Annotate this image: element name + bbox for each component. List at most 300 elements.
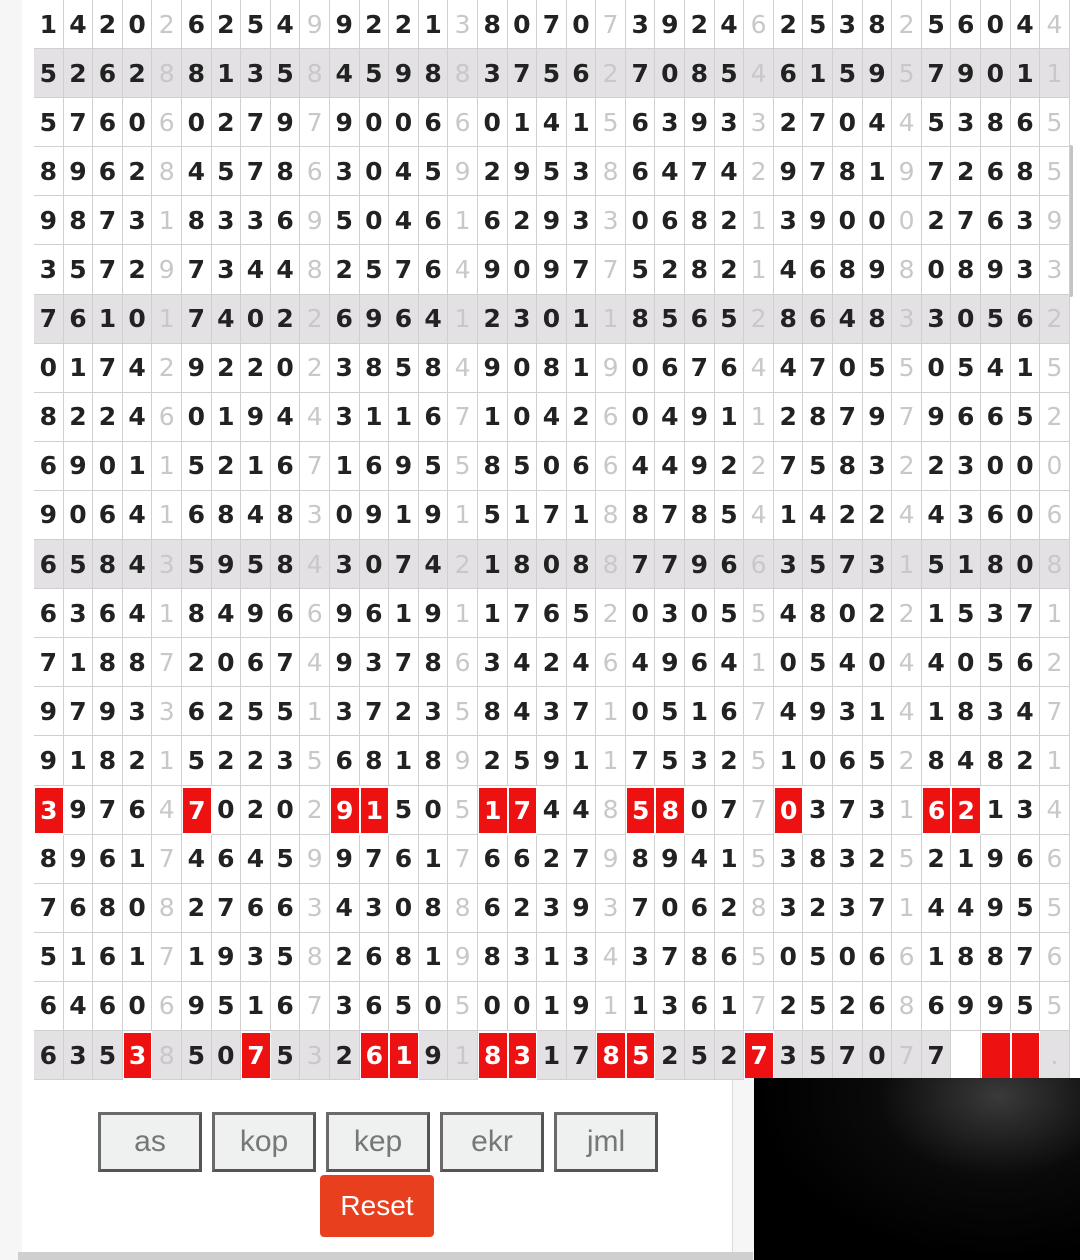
digit-cell[interactable]: 0 — [774, 638, 804, 687]
digit-cell[interactable]: 3 — [271, 736, 301, 785]
digit-cell[interactable]: 1 — [744, 638, 774, 687]
digit-cell[interactable]: 4 — [64, 982, 94, 1031]
digit-cell[interactable]: 8 — [596, 540, 626, 589]
digit-cell[interactable]: 4 — [596, 933, 626, 982]
digit-cell[interactable]: 1 — [715, 393, 745, 442]
digit-cell[interactable]: 2 — [922, 442, 952, 491]
digit-cell[interactable]: 8 — [360, 344, 390, 393]
kop-button[interactable]: kop — [212, 1112, 316, 1172]
digit-cell[interactable]: 8 — [626, 491, 656, 540]
digit-cell[interactable]: 2 — [360, 0, 390, 49]
digit-cell[interactable]: 7 — [922, 1031, 952, 1080]
digit-cell[interactable]: 4 — [655, 147, 685, 196]
digit-cell[interactable]: 3 — [212, 196, 242, 245]
digit-cell[interactable]: 1 — [448, 196, 478, 245]
digit-cell[interactable]: 9 — [863, 245, 893, 294]
digit-cell[interactable]: 0 — [123, 982, 153, 1031]
digit-cell[interactable]: 9 — [655, 0, 685, 49]
digit-cell[interactable]: 7 — [803, 344, 833, 393]
digit-cell[interactable]: 3 — [833, 0, 863, 49]
digit-cell[interactable]: 0 — [626, 589, 656, 638]
digit-cell[interactable]: 8 — [34, 147, 64, 196]
digit-cell[interactable]: 6 — [34, 1031, 64, 1080]
digit-cell[interactable]: 9 — [951, 49, 981, 98]
digit-cell[interactable]: 4 — [330, 49, 360, 98]
digit-cell[interactable]: 4 — [655, 442, 685, 491]
digit-cell[interactable]: 2 — [774, 98, 804, 147]
digit-cell[interactable]: 2 — [508, 196, 538, 245]
digit-cell[interactable]: 2 — [892, 589, 922, 638]
digit-cell[interactable]: 4 — [892, 638, 922, 687]
digit-cell[interactable]: 4 — [715, 638, 745, 687]
highlighted-digit-cell[interactable]: 3 — [35, 788, 63, 833]
digit-cell[interactable]: 7 — [833, 786, 863, 835]
digit-cell[interactable]: 6 — [1040, 835, 1070, 884]
digit-cell[interactable]: 7 — [863, 884, 893, 933]
digit-cell[interactable]: 7 — [93, 245, 123, 294]
digit-cell[interactable]: 7 — [300, 442, 330, 491]
digit-cell[interactable]: 3 — [951, 442, 981, 491]
digit-cell[interactable]: 9 — [330, 835, 360, 884]
digit-cell[interactable]: 5 — [715, 491, 745, 540]
digit-cell[interactable]: 2 — [715, 245, 745, 294]
digit-cell[interactable]: 0 — [951, 638, 981, 687]
digit-cell[interactable]: 9 — [863, 49, 893, 98]
digit-cell[interactable]: 8 — [478, 933, 508, 982]
digit-cell[interactable]: 6 — [271, 884, 301, 933]
digit-cell[interactable]: 1 — [596, 687, 626, 736]
digit-cell[interactable]: 8 — [212, 491, 242, 540]
digit-cell[interactable]: 1 — [567, 344, 597, 393]
digit-cell[interactable]: 0 — [330, 491, 360, 540]
digit-cell[interactable]: 9 — [537, 736, 567, 785]
digit-cell[interactable]: 2 — [774, 393, 804, 442]
digit-cell[interactable]: 1 — [537, 933, 567, 982]
digit-cell[interactable]: 2 — [715, 442, 745, 491]
digit-cell[interactable]: 0 — [1040, 442, 1070, 491]
digit-cell[interactable]: 0 — [833, 98, 863, 147]
digit-cell[interactable]: 2 — [241, 736, 271, 785]
digit-cell[interactable]: 5 — [330, 196, 360, 245]
digit-cell[interactable]: 1 — [596, 982, 626, 1031]
digit-cell[interactable]: 1 — [774, 491, 804, 540]
digit-cell[interactable]: 5 — [241, 687, 271, 736]
digit-cell[interactable]: 6 — [182, 491, 212, 540]
digit-cell[interactable]: 4 — [567, 638, 597, 687]
digit-cell[interactable]: 7 — [389, 638, 419, 687]
digit-cell[interactable]: 9 — [182, 344, 212, 393]
digit-cell[interactable]: 6 — [981, 491, 1011, 540]
digit-cell[interactable]: 5 — [951, 344, 981, 393]
digit-cell[interactable]: 0 — [271, 786, 301, 835]
digit-cell[interactable]: 7 — [1011, 933, 1041, 982]
digit-cell[interactable]: 2 — [271, 295, 301, 344]
digit-cell[interactable]: 5 — [34, 98, 64, 147]
digit-cell[interactable]: 8 — [951, 245, 981, 294]
digit-cell[interactable]: 4 — [271, 0, 301, 49]
digit-cell[interactable]: 3 — [774, 196, 804, 245]
digit-cell[interactable]: 7 — [537, 0, 567, 49]
digit-cell[interactable]: 9 — [419, 1031, 449, 1080]
digit-cell[interactable]: 2 — [478, 147, 508, 196]
digit-cell[interactable]: 7 — [34, 638, 64, 687]
digit-cell[interactable]: 1 — [567, 736, 597, 785]
digit-cell[interactable]: 1 — [123, 933, 153, 982]
digit-cell[interactable]: 3 — [241, 196, 271, 245]
digit-cell[interactable]: 8 — [892, 982, 922, 1031]
digit-cell[interactable]: 8 — [685, 49, 715, 98]
digit-cell[interactable]: 9 — [34, 196, 64, 245]
as-button[interactable]: as — [98, 1112, 202, 1172]
highlighted-digit-cell[interactable]: 7 — [745, 1033, 773, 1078]
digit-cell[interactable]: 6 — [271, 589, 301, 638]
digit-cell[interactable]: 7 — [34, 295, 64, 344]
digit-cell[interactable]: 6 — [478, 835, 508, 884]
digit-cell[interactable]: 1 — [419, 933, 449, 982]
digit-cell[interactable]: 7 — [626, 884, 656, 933]
digit-cell[interactable]: 1 — [1040, 736, 1070, 785]
digit-cell[interactable]: 1 — [981, 786, 1011, 835]
digit-cell[interactable]: 4 — [241, 835, 271, 884]
digit-cell[interactable]: 5 — [922, 0, 952, 49]
digit-cell[interactable]: 1 — [241, 982, 271, 1031]
digit-cell[interactable]: 6 — [271, 982, 301, 1031]
digit-cell[interactable]: 6 — [93, 982, 123, 1031]
digit-cell[interactable]: 7 — [152, 933, 182, 982]
digit-cell[interactable]: 3 — [508, 933, 538, 982]
digit-cell[interactable]: 9 — [981, 835, 1011, 884]
digit-cell[interactable]: 1 — [182, 933, 212, 982]
digit-cell[interactable]: 5 — [212, 982, 242, 1031]
digit-cell[interactable]: 1 — [922, 687, 952, 736]
digit-cell[interactable]: 4 — [212, 589, 242, 638]
digit-cell[interactable]: 7 — [1040, 687, 1070, 736]
digit-cell[interactable]: 5 — [300, 736, 330, 785]
digit-cell[interactable]: 7 — [1011, 589, 1041, 638]
digit-cell[interactable]: 8 — [803, 835, 833, 884]
digit-cell[interactable]: 1 — [152, 295, 182, 344]
digit-cell[interactable]: 5 — [389, 982, 419, 1031]
digit-cell[interactable]: 1 — [951, 540, 981, 589]
digit-cell[interactable]: 2 — [182, 884, 212, 933]
digit-cell[interactable]: 1 — [1040, 589, 1070, 638]
digit-cell[interactable]: 2 — [833, 982, 863, 1031]
digit-cell[interactable]: 4 — [537, 786, 567, 835]
digit-cell[interactable]: 9 — [508, 147, 538, 196]
digit-cell[interactable]: 8 — [537, 344, 567, 393]
digit-cell[interactable]: 4 — [241, 245, 271, 294]
digit-cell[interactable]: 5 — [241, 0, 271, 49]
digit-cell[interactable]: 3 — [360, 884, 390, 933]
digit-cell[interactable]: 8 — [892, 245, 922, 294]
digit-cell[interactable]: 7 — [508, 49, 538, 98]
digit-cell[interactable]: 8 — [596, 147, 626, 196]
digit-cell[interactable]: 5 — [182, 442, 212, 491]
digit-cell[interactable]: 6 — [64, 884, 94, 933]
digit-cell[interactable]: 8 — [182, 589, 212, 638]
digit-cell[interactable]: 9 — [389, 442, 419, 491]
digit-cell[interactable]: 7 — [300, 98, 330, 147]
digit-cell[interactable] — [982, 1033, 1010, 1078]
digit-cell[interactable]: 3 — [981, 687, 1011, 736]
digit-cell[interactable]: 0 — [537, 442, 567, 491]
digit-cell[interactable]: 5 — [803, 638, 833, 687]
digit-cell[interactable]: 4 — [951, 884, 981, 933]
digit-cell[interactable]: 4 — [123, 540, 153, 589]
digit-cell[interactable]: 4 — [389, 147, 419, 196]
digit-cell[interactable]: 9 — [330, 98, 360, 147]
digit-cell[interactable]: 2 — [93, 393, 123, 442]
digit-cell[interactable]: 1 — [744, 393, 774, 442]
digit-cell[interactable]: 4 — [241, 491, 271, 540]
digit-cell[interactable]: 5 — [448, 442, 478, 491]
digit-cell[interactable]: 5 — [360, 245, 390, 294]
digit-cell[interactable]: 2 — [922, 196, 952, 245]
digit-cell[interactable]: . — [1040, 1031, 1070, 1080]
digit-cell[interactable]: 6 — [981, 196, 1011, 245]
digit-cell[interactable]: 6 — [93, 589, 123, 638]
digit-cell[interactable]: 4 — [212, 295, 242, 344]
digit-cell[interactable]: 6 — [93, 49, 123, 98]
digit-cell[interactable]: 2 — [212, 0, 242, 49]
digit-cell[interactable]: 8 — [685, 491, 715, 540]
digit-cell[interactable]: 2 — [537, 638, 567, 687]
digit-cell[interactable]: 1 — [152, 589, 182, 638]
digit-cell[interactable]: 9 — [951, 982, 981, 1031]
digit-cell[interactable]: 3 — [508, 295, 538, 344]
digit-cell[interactable]: 9 — [93, 687, 123, 736]
digit-cell[interactable]: 7 — [803, 147, 833, 196]
digit-cell[interactable]: 5 — [1011, 982, 1041, 1031]
digit-cell[interactable]: 9 — [1040, 196, 1070, 245]
digit-cell[interactable]: 1 — [478, 589, 508, 638]
digit-cell[interactable]: 1 — [626, 982, 656, 1031]
digit-cell[interactable]: 9 — [774, 147, 804, 196]
digit-cell[interactable]: 4 — [685, 835, 715, 884]
digit-cell[interactable]: 0 — [863, 196, 893, 245]
digit-cell[interactable]: 7 — [448, 393, 478, 442]
digit-cell[interactable]: 4 — [655, 393, 685, 442]
digit-cell[interactable]: 8 — [774, 295, 804, 344]
digit-cell[interactable]: 4 — [123, 393, 153, 442]
digit-cell[interactable]: 8 — [182, 196, 212, 245]
digit-cell[interactable]: 4 — [300, 393, 330, 442]
digit-cell[interactable]: 6 — [300, 589, 330, 638]
digit-cell[interactable]: 4 — [537, 98, 567, 147]
digit-cell[interactable]: 7 — [744, 982, 774, 1031]
digit-cell[interactable]: 6 — [34, 540, 64, 589]
digit-cell[interactable]: 8 — [596, 786, 626, 835]
digit-cell[interactable]: 4 — [508, 638, 538, 687]
digit-cell[interactable]: 0 — [774, 933, 804, 982]
digit-cell[interactable]: 7 — [744, 687, 774, 736]
digit-cell[interactable]: 3 — [330, 982, 360, 1031]
digit-cell[interactable]: 5 — [1040, 982, 1070, 1031]
digit-cell[interactable]: 9 — [64, 147, 94, 196]
digit-cell[interactable]: 0 — [803, 736, 833, 785]
digit-cell[interactable]: 5 — [685, 1031, 715, 1080]
digit-cell[interactable]: 6 — [1011, 98, 1041, 147]
digit-cell[interactable]: 4 — [123, 491, 153, 540]
digit-cell[interactable]: 2 — [774, 0, 804, 49]
digit-cell[interactable]: 8 — [685, 245, 715, 294]
digit-cell[interactable]: 7 — [152, 638, 182, 687]
digit-cell[interactable]: 8 — [626, 835, 656, 884]
digit-cell[interactable]: 6 — [685, 884, 715, 933]
digit-cell[interactable]: 0 — [508, 393, 538, 442]
digit-cell[interactable]: 0 — [123, 0, 153, 49]
digit-cell[interactable]: 9 — [981, 982, 1011, 1031]
digit-cell[interactable]: 6 — [774, 49, 804, 98]
digit-cell[interactable]: 4 — [744, 344, 774, 393]
digit-cell[interactable]: 2 — [152, 344, 182, 393]
digit-cell[interactable]: 6 — [922, 982, 952, 1031]
digit-cell[interactable]: 3 — [774, 835, 804, 884]
digit-cell[interactable]: 6 — [360, 589, 390, 638]
digit-cell[interactable]: 4 — [774, 687, 804, 736]
digit-cell[interactable]: 6 — [360, 442, 390, 491]
digit-cell[interactable]: 3 — [152, 540, 182, 589]
digit-cell[interactable]: 8 — [981, 98, 1011, 147]
digit-cell[interactable]: 2 — [64, 393, 94, 442]
digit-cell[interactable]: 3 — [833, 835, 863, 884]
digit-cell[interactable]: 5 — [448, 786, 478, 835]
highlighted-digit-cell[interactable]: 1 — [361, 788, 389, 833]
digit-cell[interactable]: 6 — [93, 491, 123, 540]
digit-cell[interactable]: 1 — [212, 393, 242, 442]
digit-cell[interactable]: 8 — [448, 884, 478, 933]
digit-cell[interactable]: 7 — [655, 933, 685, 982]
digit-cell[interactable]: 8 — [981, 736, 1011, 785]
digit-cell[interactable]: 8 — [419, 49, 449, 98]
digit-cell[interactable]: 1 — [241, 442, 271, 491]
digit-cell[interactable]: 3 — [863, 786, 893, 835]
digit-cell[interactable]: 5 — [478, 491, 508, 540]
digit-cell[interactable]: 1 — [448, 589, 478, 638]
digit-cell[interactable]: 8 — [152, 1031, 182, 1080]
digit-cell[interactable]: 5 — [744, 835, 774, 884]
digit-cell[interactable]: 6 — [64, 295, 94, 344]
digit-cell[interactable]: 6 — [123, 786, 153, 835]
digit-cell[interactable]: 8 — [863, 295, 893, 344]
digit-cell[interactable]: 1 — [715, 982, 745, 1031]
digit-cell[interactable]: 7 — [389, 245, 419, 294]
digit-cell[interactable]: 5 — [537, 49, 567, 98]
digit-cell[interactable]: 3 — [64, 1031, 94, 1080]
digit-cell[interactable]: 7 — [93, 344, 123, 393]
digit-cell[interactable]: 8 — [271, 147, 301, 196]
digit-cell[interactable]: 9 — [655, 638, 685, 687]
digit-cell[interactable]: 4 — [123, 589, 153, 638]
digit-cell[interactable]: 7 — [567, 1031, 597, 1080]
digit-cell[interactable]: 0 — [833, 933, 863, 982]
digit-cell[interactable]: 5 — [715, 49, 745, 98]
digit-cell[interactable]: 8 — [93, 540, 123, 589]
digit-cell[interactable]: 1 — [508, 98, 538, 147]
digit-cell[interactable]: 6 — [685, 295, 715, 344]
digit-cell[interactable]: 6 — [567, 442, 597, 491]
digit-cell[interactable]: 9 — [655, 835, 685, 884]
digit-cell[interactable]: 7 — [212, 884, 242, 933]
digit-cell[interactable]: 0 — [360, 540, 390, 589]
digit-cell[interactable]: 6 — [212, 835, 242, 884]
digit-cell[interactable]: 7 — [892, 1031, 922, 1080]
digit-cell[interactable]: 7 — [596, 245, 626, 294]
digit-cell[interactable]: 2 — [567, 393, 597, 442]
digit-cell[interactable]: 2 — [212, 344, 242, 393]
digit-cell[interactable]: 4 — [448, 344, 478, 393]
digit-cell[interactable]: 9 — [300, 196, 330, 245]
digit-cell[interactable]: 6 — [951, 393, 981, 442]
highlighted-digit-cell[interactable]: 3 — [124, 1033, 152, 1078]
digit-cell[interactable]: 3 — [981, 589, 1011, 638]
digit-cell[interactable]: 5 — [715, 589, 745, 638]
digit-cell[interactable]: 5 — [744, 589, 774, 638]
digit-cell[interactable]: 7 — [774, 442, 804, 491]
digit-cell[interactable]: 8 — [419, 884, 449, 933]
digit-cell[interactable]: 9 — [685, 393, 715, 442]
digit-cell[interactable]: 8 — [448, 49, 478, 98]
digit-cell[interactable]: 8 — [152, 884, 182, 933]
digit-cell[interactable]: 0 — [360, 196, 390, 245]
digit-cell[interactable]: 4 — [744, 491, 774, 540]
digit-cell[interactable]: 1 — [64, 933, 94, 982]
digit-cell[interactable]: 6 — [448, 638, 478, 687]
digit-cell[interactable]: 9 — [300, 0, 330, 49]
digit-cell[interactable]: 3 — [863, 442, 893, 491]
digit-cell[interactable]: 3 — [419, 687, 449, 736]
digit-cell[interactable]: 3 — [478, 49, 508, 98]
digit-cell[interactable]: 5 — [892, 344, 922, 393]
digit-cell[interactable]: 9 — [64, 786, 94, 835]
digit-cell[interactable]: 5 — [744, 736, 774, 785]
digit-cell[interactable]: 6 — [508, 835, 538, 884]
digit-cell[interactable]: 1 — [152, 736, 182, 785]
digit-cell[interactable]: 7 — [596, 0, 626, 49]
digit-cell[interactable]: 4 — [774, 589, 804, 638]
digit-cell[interactable]: 3 — [626, 933, 656, 982]
digit-cell[interactable]: 8 — [981, 933, 1011, 982]
digit-cell[interactable]: 3 — [803, 786, 833, 835]
digit-cell[interactable]: 1 — [330, 442, 360, 491]
digit-cell[interactable]: 5 — [1040, 884, 1070, 933]
digit-cell[interactable]: 0 — [508, 245, 538, 294]
digit-cell[interactable]: 4 — [300, 540, 330, 589]
digit-cell[interactable]: 3 — [330, 393, 360, 442]
digit-cell[interactable]: 2 — [182, 638, 212, 687]
digit-cell[interactable]: 3 — [330, 147, 360, 196]
digit-cell[interactable]: 6 — [182, 0, 212, 49]
digit-cell[interactable]: 8 — [419, 344, 449, 393]
digit-cell[interactable]: 0 — [478, 98, 508, 147]
digit-cell[interactable]: 9 — [330, 589, 360, 638]
digit-cell[interactable]: 9 — [271, 98, 301, 147]
digit-cell[interactable]: 2 — [330, 1031, 360, 1080]
digit-cell[interactable]: 6 — [981, 393, 1011, 442]
digit-cell[interactable]: 4 — [389, 196, 419, 245]
digit-cell[interactable]: 0 — [212, 786, 242, 835]
digit-cell[interactable]: 3 — [655, 982, 685, 1031]
digit-cell[interactable]: 3 — [1040, 245, 1070, 294]
digit-cell[interactable]: 0 — [34, 344, 64, 393]
digit-cell[interactable]: 2 — [655, 1031, 685, 1080]
digit-cell[interactable]: 9 — [34, 687, 64, 736]
digit-cell[interactable]: 3 — [300, 491, 330, 540]
digit-cell[interactable]: 6 — [655, 344, 685, 393]
digit-cell[interactable]: 6 — [1011, 295, 1041, 344]
digit-cell[interactable]: 7 — [833, 540, 863, 589]
digit-cell[interactable]: 7 — [626, 736, 656, 785]
